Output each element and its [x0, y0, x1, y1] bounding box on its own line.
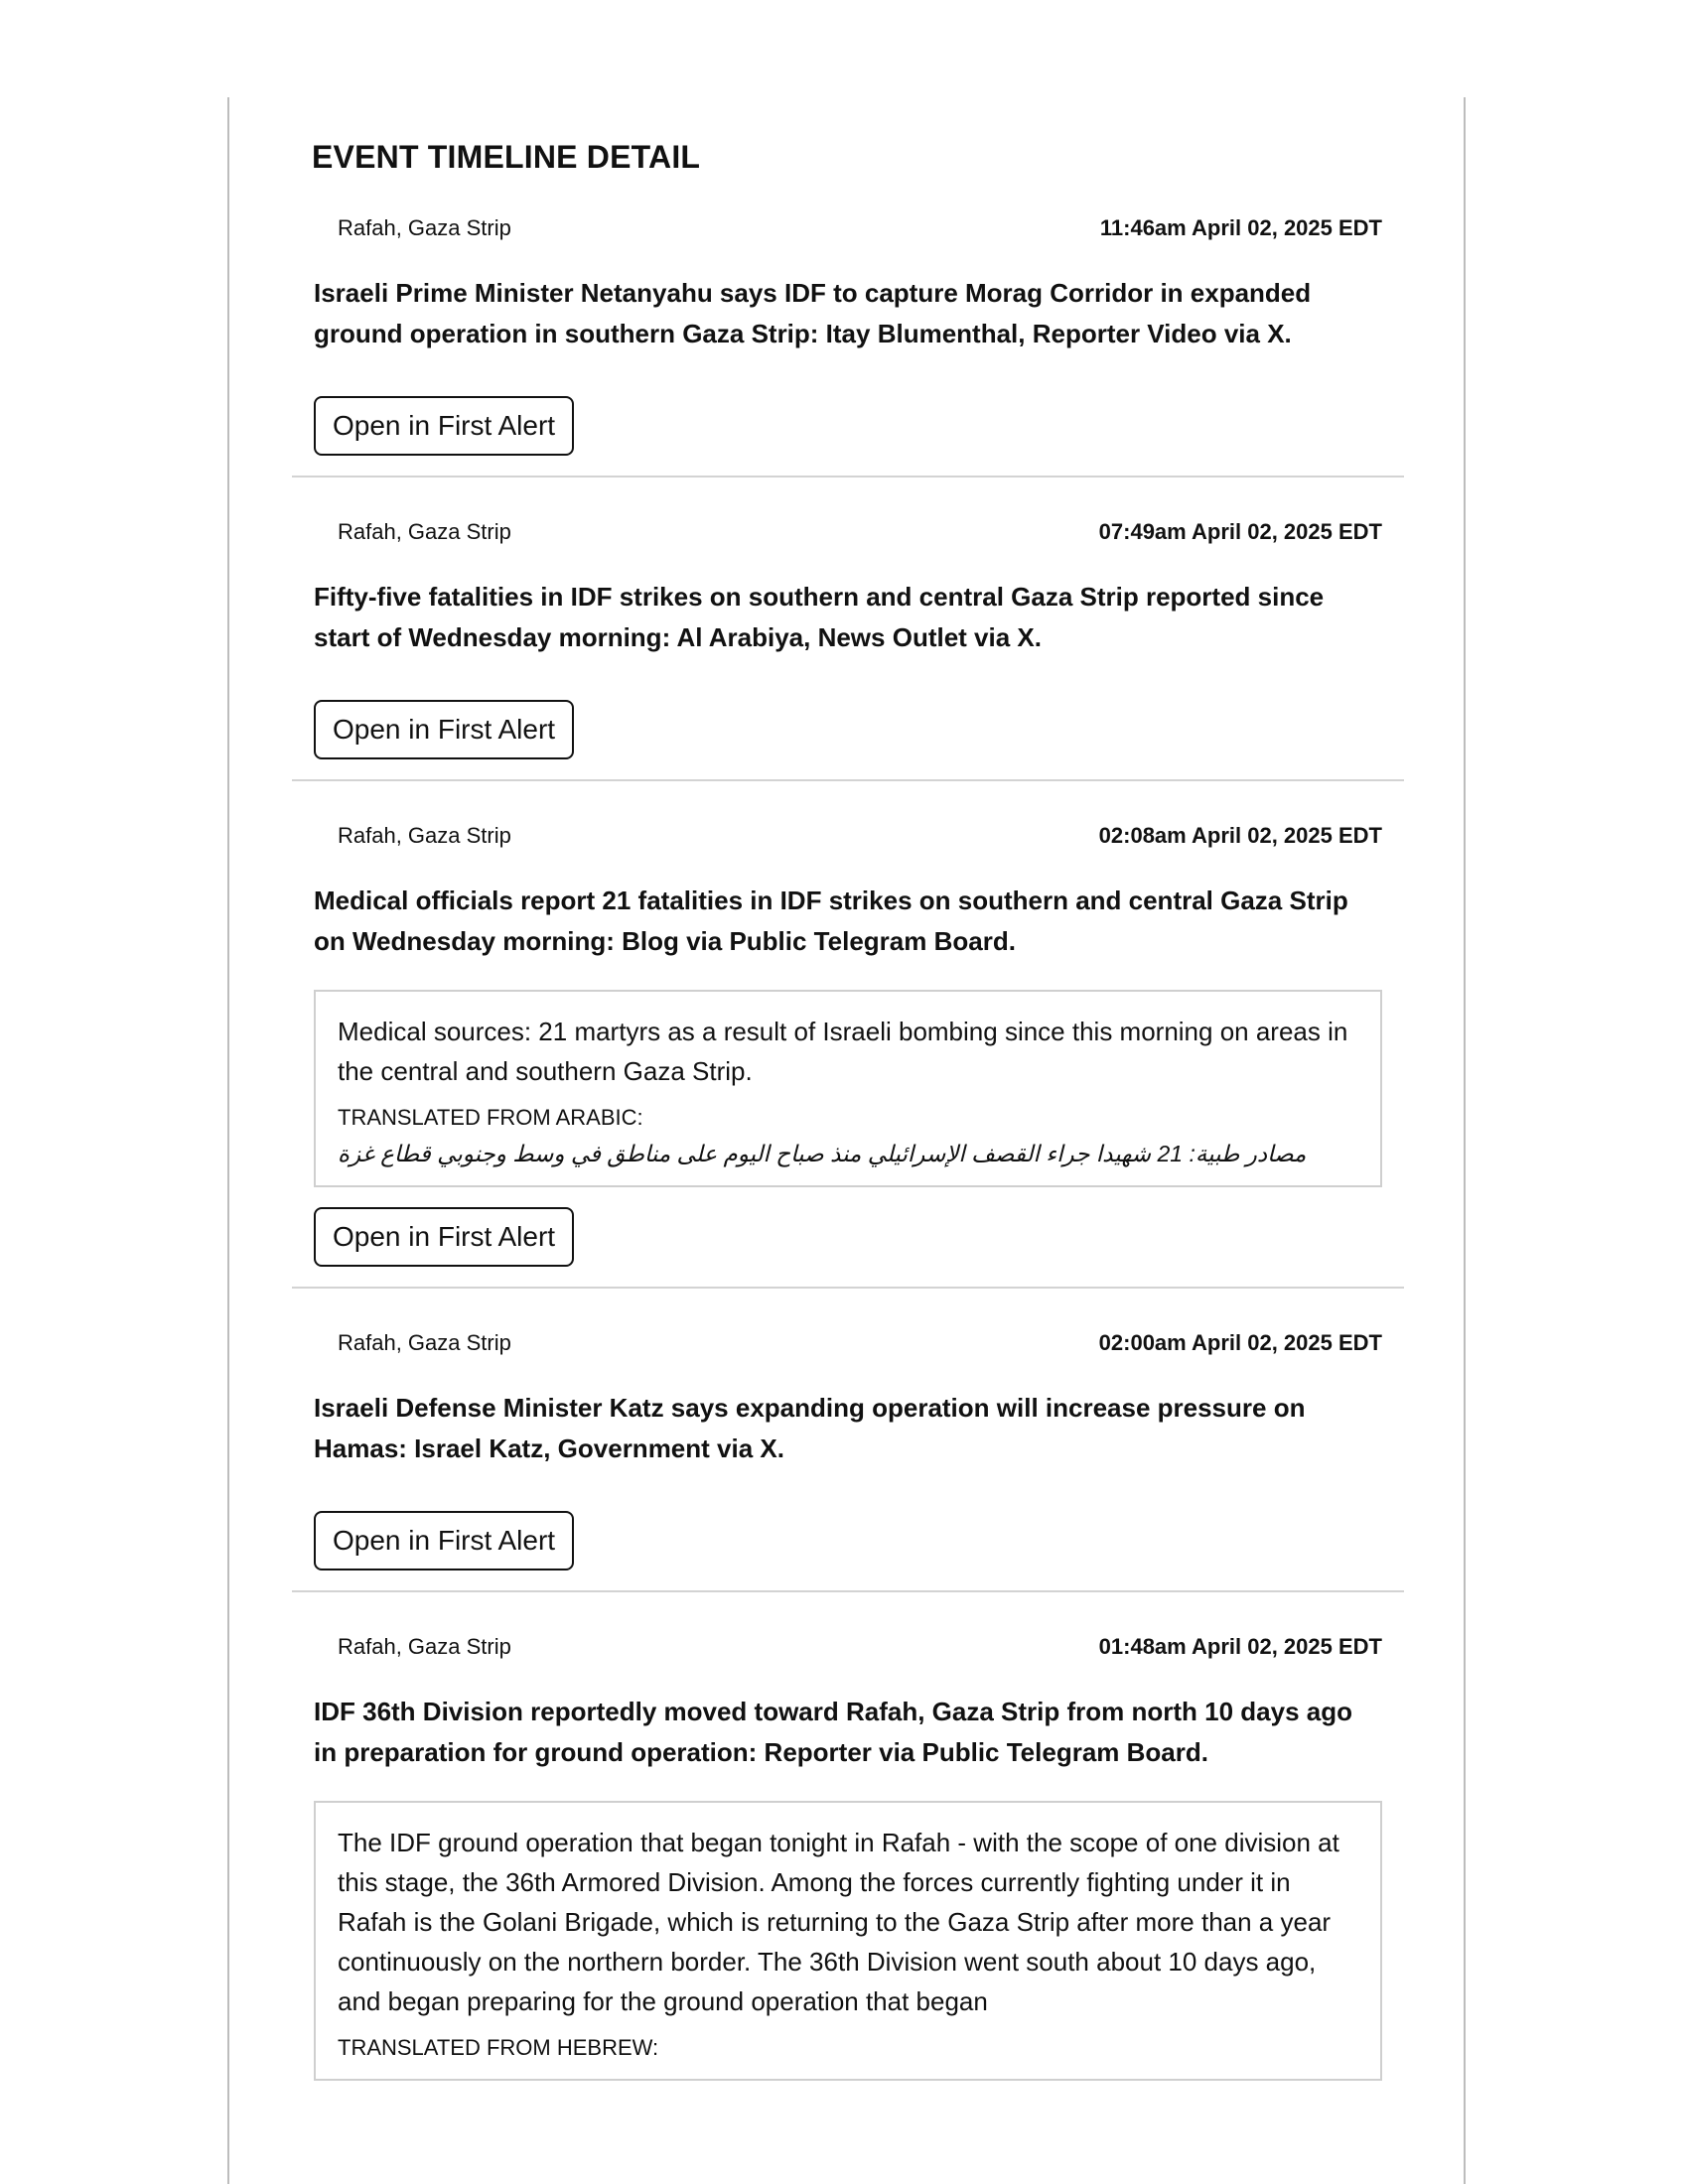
timeline-content: [292, 139, 1404, 2140]
entry-timestamp: 01:48am April 02, 2025 EDT: [1098, 1634, 1382, 1659]
open-in-first-alert-button[interactable]: Open in First Alert: [314, 396, 574, 456]
entry-headline: Israeli Defense Minister Katz says expanding operation will increase pressure on Hamas: Israel Katz, Government via X.: [314, 1393, 1306, 1463]
entry-headline: Israeli Prime Minister Netanyahu says IDF to capture Morag Corridor in expanded ground operation in southern Gaza Strip: Itay Blumenthal, Reporter Video via X.: [314, 278, 1312, 348]
page-title: EVENT TIMELINE DETAIL: [312, 139, 701, 175]
source-quote-box: [314, 1801, 1382, 2081]
open-in-first-alert-button[interactable]: Open in First Alert: [314, 1511, 574, 1570]
entry-meta: [292, 213, 1404, 243]
left-page-rule: [227, 97, 229, 2184]
quote-text: Medical sources: 21 martyrs as a result of Israeli bombing since this morning on areas in the central and southern Gaza Strip.: [338, 1017, 1348, 1086]
entry-headline: Medical officials report 21 fatalities in IDF strikes on southern and central Gaza Strip on Wednesday morning: Blog via Public Telegram Board.: [314, 886, 1348, 956]
timeline-entry: [292, 1328, 1404, 1592]
entry-meta: [292, 517, 1404, 547]
timeline-entry: [292, 1632, 1404, 2101]
entry-meta: [292, 1632, 1404, 1662]
open-in-first-alert-button[interactable]: Open in First Alert: [314, 1207, 574, 1267]
entry-meta: [292, 821, 1404, 851]
entry-location: Rafah, Gaza Strip: [338, 519, 511, 544]
open-in-first-alert-button[interactable]: Open in First Alert: [314, 700, 574, 759]
timeline-entry: [292, 821, 1404, 1289]
right-page-rule: [1464, 97, 1466, 2184]
original-language-text: مصادر طبية: 21 شهيدا جراء القصف الإسرائيلي منذ صباح اليوم على مناطق في وسط وجنوبي قطاع غزة: [338, 1141, 1307, 1166]
entry-location: Rafah, Gaza Strip: [338, 1634, 511, 1659]
entry-location: Rafah, Gaza Strip: [338, 1330, 511, 1355]
quote-text: The IDF ground operation that began tonight in Rafah - with the scope of one division at this stage, the 36th Armored Division. Among the forces currently fighting under it in Rafah is the Golani Brigade, which is returning to the Gaza Strip after more than a year continuously on the northern border. The 36th Division went south about 10 days ago, and began preparing for the ground operation that began: [338, 1828, 1339, 2016]
source-quote-box: [314, 990, 1382, 1187]
timeline-entry: [292, 517, 1404, 781]
entry-timestamp: 02:00am April 02, 2025 EDT: [1098, 1330, 1382, 1355]
entry-location: Rafah, Gaza Strip: [338, 823, 511, 848]
entry-headline: Fifty-five fatalities in IDF strikes on southern and central Gaza Strip reported since start of Wednesday morning: Al Arabiya, News Outlet via X.: [314, 582, 1325, 652]
entry-location: Rafah, Gaza Strip: [338, 215, 511, 240]
entry-headline: IDF 36th Division reportedly moved toward Rafah, Gaza Strip from north 10 days ago in preparation for ground operation: Reporter via Public Telegram Board.: [314, 1697, 1352, 1767]
timeline-entry: [292, 213, 1404, 478]
entry-meta: [292, 1328, 1404, 1358]
translation-label: TRANSLATED FROM ARABIC:: [338, 1105, 643, 1130]
entry-timestamp: 11:46am April 02, 2025 EDT: [1099, 215, 1382, 240]
entry-timestamp: 07:49am April 02, 2025 EDT: [1098, 519, 1382, 544]
translation-label: TRANSLATED FROM HEBREW:: [338, 2035, 659, 2060]
entry-timestamp: 02:08am April 02, 2025 EDT: [1098, 823, 1382, 848]
